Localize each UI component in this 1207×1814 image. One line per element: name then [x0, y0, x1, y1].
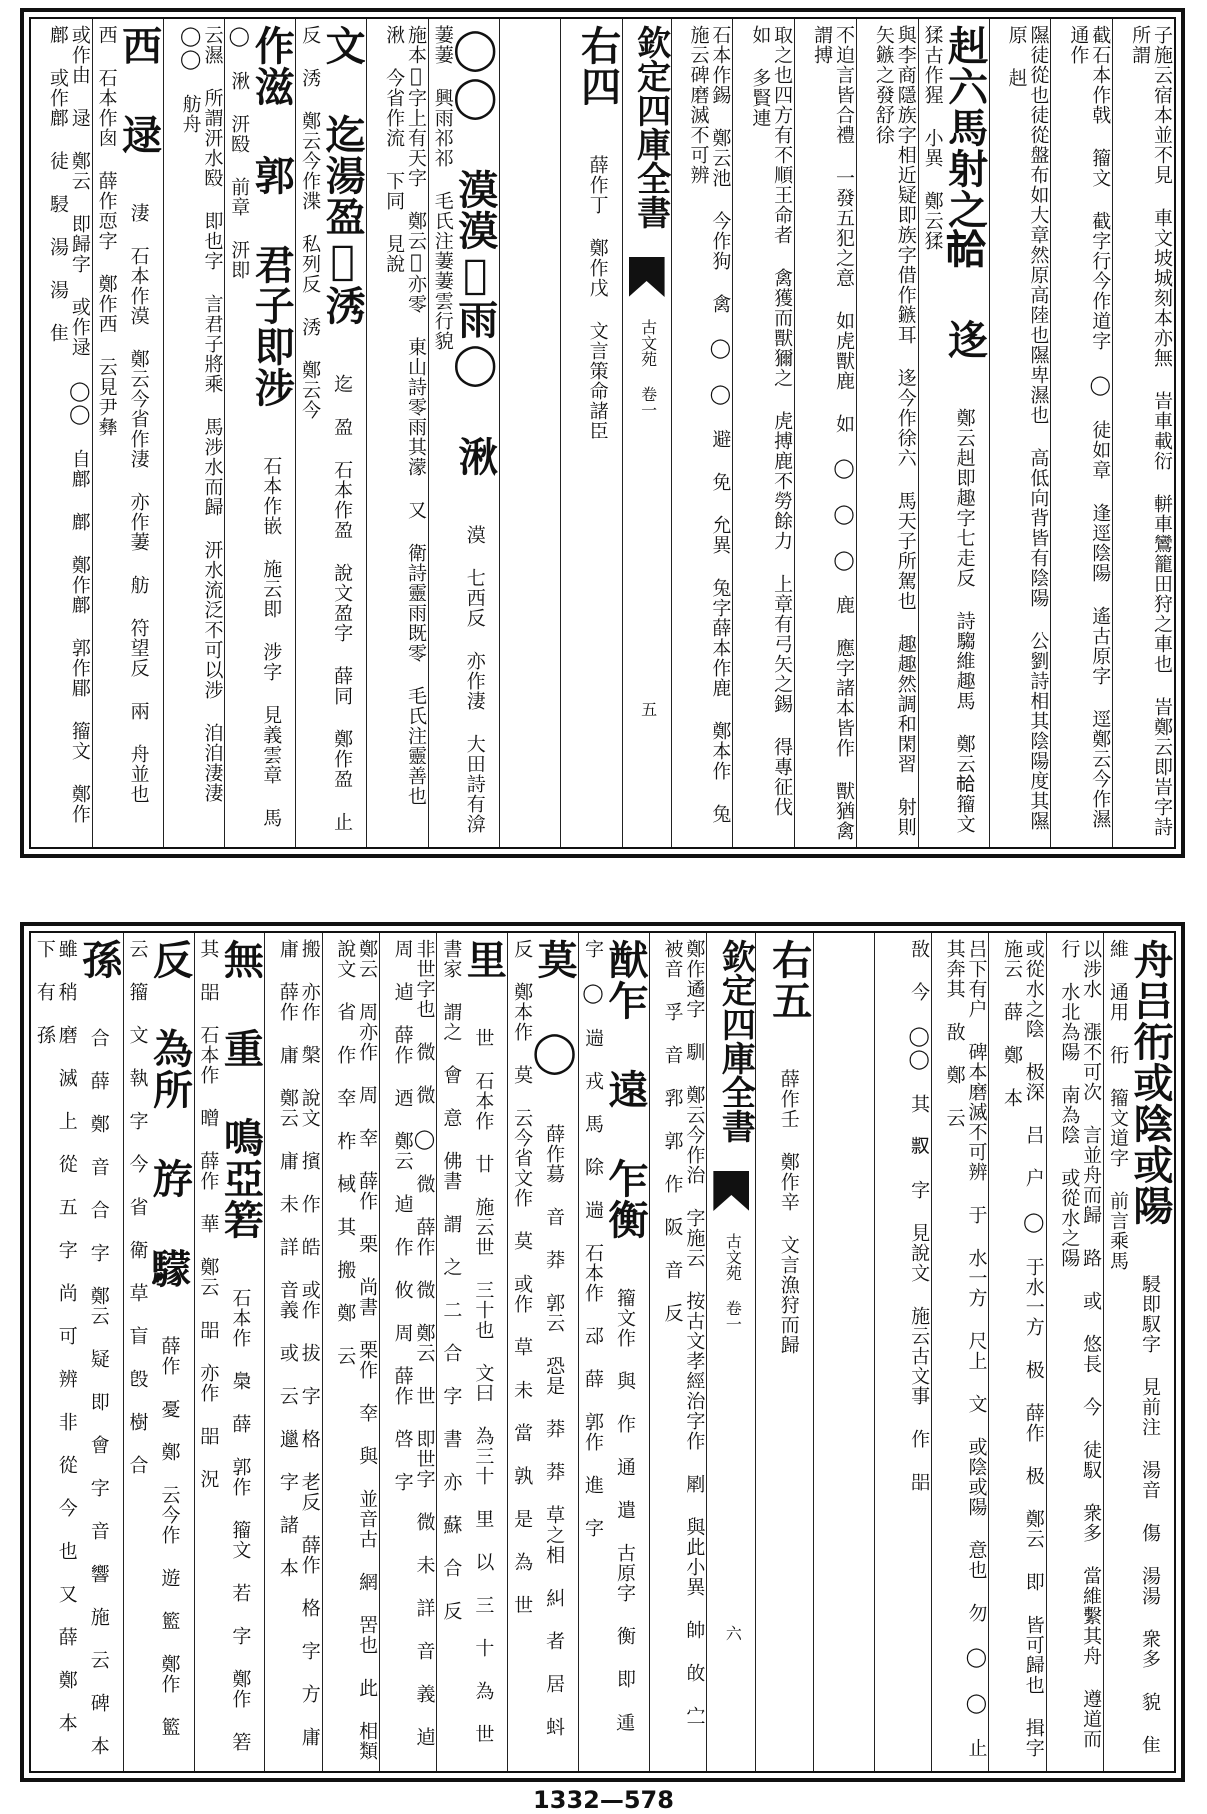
- annotation-text: 取之也四方有不順王命者 禽獲而獸獮之 虎搏鹿不勞餘力 上章有弓矢之錫 得專征伐 如 多賢連: [749, 25, 794, 817]
- text-column: [931, 933, 988, 1771]
- text-column: [1103, 933, 1174, 1771]
- text-column: [671, 19, 733, 847]
- text-column: [1112, 19, 1174, 847]
- annotation-text: 淒 石本作漠 鄭云今省作淒 亦作萋 舫 符望反 兩 舟並也 西 石本作囱 薛作恧字 鄭作西 云見尹彝: [95, 25, 150, 804]
- page-number: 1332—578: [533, 1786, 674, 1814]
- text-column: [918, 19, 989, 847]
- main-text: 無 重 鳴亞箬: [217, 939, 265, 1288]
- text-column: [649, 933, 706, 1771]
- annotation-text: 鄭云赳即趣字七走反 詩騶維趣馬 鄭云𢂷籀文猱古作猩 小異 鄭云猱: [921, 25, 976, 834]
- fish-tail-mark-icon: [713, 1171, 749, 1211]
- text-column: [560, 19, 622, 847]
- annotation-text: 隰徒從也徒從盤布如大章然原高陸也隰卑濕也 高低向背皆有陰陽 公劉詩相其陰陽度其隰原 赳: [1005, 25, 1050, 831]
- annotation-text: 薛作壬 鄭作辛 文言漁狩而歸: [777, 1069, 800, 1355]
- annotation-text: 石本作嵌 施云即 涉字 見義雲章 馬 ◯ 湫 汧殹 前章 汧即: [228, 25, 283, 828]
- lower-book-page: [20, 922, 1185, 1782]
- center-fold-column: [706, 933, 755, 1771]
- annotation-text: 石本作 䲷 薛 郭作 籀文 若 字 鄭作 箬 其 㗊 石本作 㬝 薛作 華 鄭云 㗊 亦作 㗊 況: [197, 939, 252, 1752]
- main-text: ◯◯ 漠漠𩃎雨◯ 湫: [451, 25, 499, 525]
- text-column: [436, 933, 507, 1771]
- fish-tail-mark-icon: [629, 257, 665, 297]
- annotation-text: 鄭作遹字 馴 鄭云今作治 字施云 按古文孝經治字作 㓾 與此小異 帥 敀 㝉 被音 孚 音 郛 郭 作 阪 音 反: [661, 939, 706, 1726]
- blank-column: [813, 933, 874, 1771]
- annotation-text: 敔 今 ◯◯ 其 𠭥 字 見說文 施云古文事 作 㗊: [908, 939, 931, 1492]
- text-column: [322, 933, 379, 1771]
- book-title: 欽定四庫全書: [715, 939, 756, 1143]
- annotation-text: 合 薛 鄭 音 合 字 鄭云 疑 即 會 字 音 響 施 云 碑 本 雖 稍 磨 滅 上 從 五 字 尚 可 辨 非 從 今 也 又 薛 鄭 本 下 有 孫: [33, 939, 110, 1756]
- text-column: [31, 933, 123, 1771]
- annotation-text: 鄭云 周亦作 周 㚔 薛作 栗 尚書 栗作 㚔 與 並音古 網 罟也 此 相類 說文 省 作 㚔 柞 棫 其 搬 鄭 云: [334, 939, 379, 1761]
- main-text: 赳六馬射之𢂷 迻: [941, 25, 989, 408]
- text-column: [1050, 19, 1112, 847]
- text-column: [755, 933, 812, 1771]
- text-column: [856, 19, 918, 847]
- annotation-text: 或從水之陰 极深 吕 户 ◯ 于水一方 极 薛作 极 鄭云 即 皆可歸也 揖字 施云 薛 鄭 本: [1000, 939, 1045, 1758]
- main-text: 里: [460, 939, 508, 1028]
- book-title: 欽定四庫全書: [630, 25, 671, 229]
- main-text: 舟吕衎或陰或陽: [1127, 939, 1174, 1274]
- main-text: 孫: [75, 939, 123, 1028]
- annotation-text: 與李商隱族字相近疑即族字借作鏃耳 迻今作徐六 馬天子所駕也 趣趣然調和閑習 射則矢鏃之發舒徐: [872, 25, 917, 837]
- text-column: [92, 19, 163, 847]
- text-column: [163, 19, 225, 847]
- main-text: 西 逯: [115, 25, 163, 203]
- annotation-text: 世 石本作 廿 施云世 三十也 文曰 為三十 里 以 三 十 為 世 書家 謂之 會 意 佛書 謂 之 二 合 字 書 亦 蘇 合 反: [440, 939, 495, 1744]
- upper-text-columns: [31, 19, 1174, 847]
- annotation-text: 石本作錫 鄭云池 今作狗 禽 ◯ ◯ 避 免 允異 兔字薛本作鹿 鄭本作 兔施云碑磨滅不可辨: [687, 25, 732, 824]
- text-column: [295, 19, 366, 847]
- blank-column: [499, 19, 560, 847]
- text-column: [874, 933, 931, 1771]
- main-text: 猷乍 遠 乍衡: [602, 939, 649, 1288]
- annotation-text: 駸即馭字 見前注 湯音 傷 湯湯 衆多 貌 隹 維 通用 衎 籀文道字 前言乘馬: [1107, 939, 1161, 1755]
- annotation-text: 子施云宿本並不見 車文坡城刻本亦無 峕車載衍 軿車鸞籠田狩之車也 峕鄭云即峕字詩所謂: [1129, 25, 1173, 837]
- text-column: [732, 19, 794, 847]
- center-fold-column: [622, 19, 671, 847]
- volume-tag: 古文苑 卷一: [638, 319, 658, 418]
- leaf-number: 五: [638, 701, 658, 717]
- text-column: [224, 19, 295, 847]
- annotation-text: 搬 亦作 槃 說文 擯 作 皓 或作 拔 字 格 老反 薛作 格 字 方 庸 庸 薛作 庸 鄭云 庸 未 詳 音義 或 云 邋 字 諸 本: [276, 939, 321, 1747]
- text-column: [578, 933, 649, 1771]
- annotation-text: 或作由 逯 鄭云 即歸字 或作逯 ◯◯ 自鄜 鄜 鄭作鄜 郭作郿 籀文 鄭作鄜 或作鄜 徒 駸 湯 湯 隹: [46, 25, 91, 824]
- text-column: [194, 933, 265, 1771]
- main-text: 右四: [574, 25, 622, 155]
- main-text: 莫 ◯: [531, 939, 579, 1124]
- annotation-text: 漠 七西反 亦作淒 大田詩有渰萋萋 興雨祁祁 毛氏注萋萋雲行貌: [431, 25, 486, 834]
- lower-text-columns: [31, 933, 1174, 1771]
- text-column: [988, 933, 1045, 1771]
- text-column: [428, 19, 499, 847]
- annotation-text: 薛作 憂 鄭 云今作 遊 籃 鄭作 籃 云 籀 文 執 字 今 省 衛 草 盲 𣪘 樹 合: [126, 939, 181, 1737]
- text-column: [794, 19, 856, 847]
- annotation-text: 薛作丁 鄭作戊 文言策命諸臣: [586, 155, 609, 441]
- annotation-text: 非世字也 微 微 ◯ 微 薛作 微 鄭云 世 即世字 微 未 詳 音 義 逌 周 逌 薛作 迺 鄭云 逌 作 攸 周 薛作 啓 字: [391, 939, 436, 1747]
- text-column: [1046, 933, 1103, 1771]
- annotation-text: 以涉水 漲不可次 言並舟而歸 路 或 悠長 今 徒馭 衆多 當維繫其舟 遵道而行 水北為陽 南為陰 或從水之陽: [1058, 939, 1103, 1749]
- main-text: 右五: [765, 939, 813, 1069]
- annotation-text: 籀文作 與 作 通 遣 古原字 衡 即 𨔝 字 ◯ 遄 戎 馬 除 遄 石本作 䢵 薛 郭作 進 字: [582, 939, 636, 1732]
- text-column: [379, 933, 436, 1771]
- main-text: 文 迄湯盈𣲖𣵛: [319, 25, 367, 374]
- main-text: 作滋 郭 君子即涉: [248, 25, 296, 456]
- annotation-text: 云濕 所謂汧水殹 即也字 言君子將乘 馬涉水而歸 汧水流泛不可以涉 洎洎淒淒 ◯◯ 舫舟: [179, 25, 224, 803]
- text-column: [507, 933, 578, 1771]
- text-column: [366, 19, 428, 847]
- annotation-text: 迄 盈 石本作盈 說文盈字 薛同 鄭作盈 止 反 𣵛 鄭云今作渫 私列反 𣵛 鄭云今: [299, 25, 354, 832]
- text-column: [123, 933, 194, 1771]
- volume-tag: 古文苑 卷一: [723, 1233, 743, 1332]
- annotation-text: 截石本作戟 籀文 截字行今作道字 ◯ 徒如章 逢逕陰陽 遙古原字 逕鄭云今作濕通作: [1067, 25, 1112, 829]
- annotation-text: 薛作𦳝 音 莽 郭云 恐是 莽 莽 草之相 糾 者 居 蚪 反 鄭本作 莫 云今省文作 莫 或作 草 未 當 孰 是 為 世: [511, 939, 566, 1737]
- text-column: [31, 19, 92, 847]
- annotation-text: 不迫言皆合禮 一發五犯之意 如虎獸鹿 如 ◯ ◯ ◯ 鹿 應字諸本皆作 獸猶禽 謂搏: [811, 25, 855, 841]
- upper-book-page: [20, 8, 1185, 858]
- annotation-text: 施本𩃎字上有天字 鄭云𩃎亦零 東山詩零雨其濛 又 衛詩靈雨既零 毛氏注靈善也 湫 今省作流 下同 見說: [383, 25, 427, 806]
- text-column: [989, 19, 1051, 847]
- leaf-number: 六: [723, 1625, 743, 1641]
- main-text: 反 為所 斿 𩦺: [146, 939, 194, 1336]
- annotation-text: 吕下有户 碑本磨滅不可辨 于 水一方 尺上 文 或陰或陽 意也 勿 ◯ ◯ 止其奔其 敔 鄭 云: [943, 939, 988, 1758]
- text-column: [264, 933, 321, 1771]
